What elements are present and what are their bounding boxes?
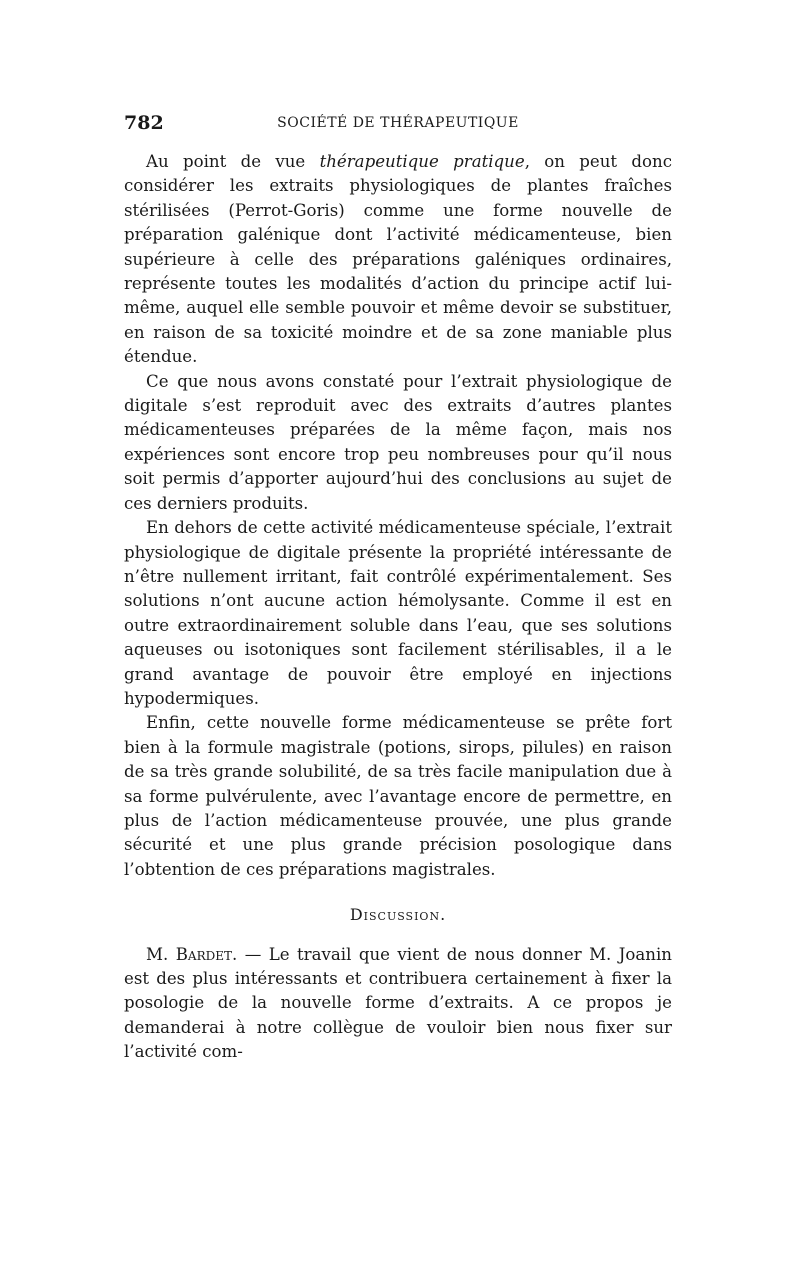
article-body [124,150,672,1065]
paragraph-1 [124,150,672,370]
page-number: 782 [124,112,164,134]
paragraph-4: Enfin, cette nouvelle forme médicamenteuse se prête fort bien à la formule magistrale (potions, sirops, pilules) en raison de sa très grande solubilité, de sa très facile manipulation due à sa forme pulvérulente, avec l’avantage encore de permettre, en plus de l’action médicamenteuse prouvée, une plus grande sécurité et une plus grande précision posologique dans l’obtention de ces préparations magistrales. [124,713,672,879]
paragraph-1-lead: Au point de vue [146,152,320,171]
paragraph-1-rest: , on peut donc considérer les extraits physiologiques de plantes fraîches stérilisées (Perrot-Goris) comme une forme nouvelle de préparation galénique dont l’activité médicamenteuse, bien supérieure à celle des préparations galéniques ordinaires, représente toutes les modalités d’action du principe actif lui-même, auquel elle semble pouvoir et même devoir se substituer, en raison de sa toxicité moindre et de sa zone maniable plus étendue. [124,152,673,367]
discussion-heading: Discussion. [349,905,447,925]
running-title: SOCIÉTÉ DE THÉRAPEUTIQUE [277,115,519,131]
paragraph-1-emphasis: thérapeutique pratique [319,152,525,171]
paragraph-3: En dehors de cette activité médicamenteuse spéciale, l’extrait physiologique de digitale présente la propriété intéressante de n’être nullement irritant, fait contrôlé expérimentalement. Ses solutions n’ont aucune action hémolysante. Comme il est en outre extraordinairement soluble dans l’eau, que ses solutions aqueuses ou isotoniques sont facilement stérilisables, il a le grand avantage de pouvoir être employé en injections hypodermiques. [124,518,672,708]
discussion-text: — Le travail que vient de nous donner M. Joanin est des plus intéressants et contribuera certainement à fixer la posologie de la nouvelle forme d’extraits. A ce propos je demanderai à notre collègue de vouloir bien nous fixer sur l’activité com- [124,944,672,1062]
page-header [124,112,672,142]
paragraph-2: Ce que nous avons constaté pour l’extrait physiologique de digitale s’est reproduit avec des extraits d’autres plantes médicamenteuses préparées de la même façon, mais nos expériences sont encore trop peu nombreuses pour qu’il nous soit permis d’apporter aujourd’hui des conclusions au sujet de ces derniers produits. [124,371,672,513]
speaker-name: M. Bardet. [146,944,238,964]
discussion-paragraph [124,943,672,1065]
